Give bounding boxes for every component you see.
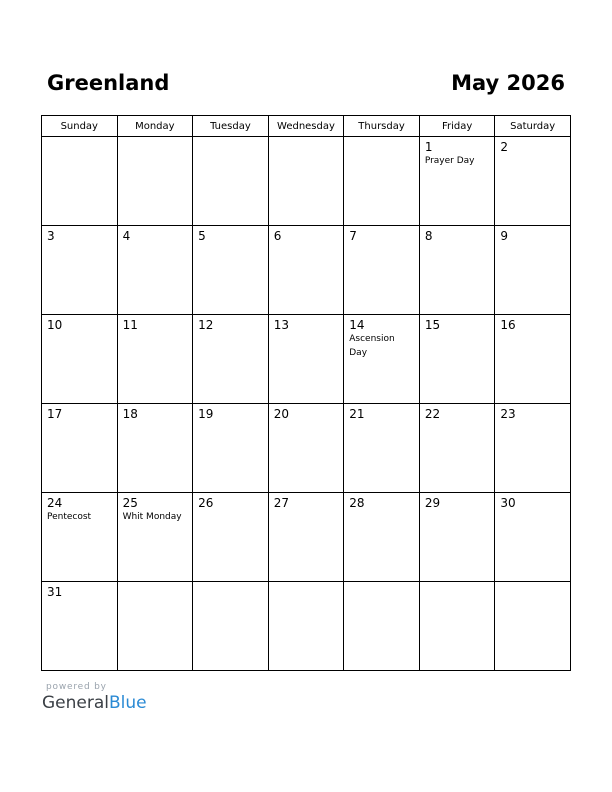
day-cell [419, 582, 495, 671]
day-cell [344, 226, 420, 315]
week-row [42, 582, 571, 671]
day-cell [268, 226, 344, 315]
weekday-header-row [42, 116, 571, 137]
day-number: 18 [122, 407, 138, 421]
day-number: 5 [198, 229, 206, 243]
day-cell [268, 493, 344, 582]
day-cell [268, 582, 344, 671]
day-number: 7 [349, 229, 357, 243]
holiday-label: Whit Monday [122, 512, 182, 522]
day-cell [117, 582, 193, 671]
day-number: 22 [424, 407, 441, 421]
day-number: 3 [47, 229, 55, 243]
day-cell [42, 493, 118, 582]
day-cell [193, 226, 269, 315]
week-row [42, 137, 571, 226]
calendar-country-title: Greenland [47, 71, 170, 95]
day-cell [268, 137, 344, 226]
day-cell [193, 315, 269, 404]
day-cell [495, 404, 571, 493]
powered-by-label: powered by [46, 682, 107, 692]
day-number: 11 [122, 318, 138, 332]
day-number: 16 [500, 318, 516, 332]
day-cell [117, 404, 193, 493]
day-cell [42, 404, 118, 493]
calendar-month-title: May 2026 [451, 71, 565, 95]
day-cell [495, 493, 571, 582]
day-cell [117, 137, 193, 226]
day-number: 31 [47, 585, 63, 599]
weekday-header: Monday [117, 116, 193, 137]
weekday-header: Thursday [344, 116, 420, 137]
week-row [42, 404, 571, 493]
day-cell [268, 315, 344, 404]
day-cell [344, 315, 420, 404]
day-cell [419, 315, 495, 404]
day-cell [42, 226, 118, 315]
day-cell [193, 493, 269, 582]
day-number: 25 [122, 496, 138, 510]
day-number: 4 [122, 229, 131, 243]
week-row [42, 226, 571, 315]
brand-name-part1: General [42, 693, 109, 713]
weekday-header: Friday [419, 116, 495, 137]
day-number: 8 [424, 229, 433, 243]
day-cell [193, 582, 269, 671]
day-cell [344, 582, 420, 671]
day-number: 10 [47, 318, 63, 332]
holiday-label: Prayer Day [424, 156, 475, 166]
day-cell [117, 315, 193, 404]
day-cell [42, 315, 118, 404]
day-number: 30 [500, 496, 516, 510]
day-number: 27 [273, 496, 289, 510]
day-number: 17 [47, 407, 63, 421]
day-cell [117, 226, 193, 315]
calendar-grid [41, 115, 571, 671]
brand-name-part2: Blue [109, 693, 147, 713]
day-number: 1 [424, 140, 433, 154]
day-number: 28 [349, 496, 365, 510]
day-cell [495, 226, 571, 315]
holiday-label: Ascension Day [349, 334, 395, 358]
day-number: 23 [500, 407, 516, 421]
day-cell [344, 404, 420, 493]
week-row [42, 493, 571, 582]
day-cell [193, 404, 269, 493]
day-cell [117, 493, 193, 582]
week-row [42, 315, 571, 404]
weekday-header: Wednesday [268, 116, 344, 137]
weekday-header: Tuesday [193, 116, 269, 137]
weekday-header: Saturday [495, 116, 571, 137]
day-cell [419, 404, 495, 493]
day-cell [419, 493, 495, 582]
day-cell [42, 137, 118, 226]
day-number: 12 [198, 318, 214, 332]
brand-logo[interactable] [42, 693, 147, 713]
day-number: 13 [273, 318, 289, 332]
day-number: 9 [500, 229, 509, 243]
day-cell [495, 315, 571, 404]
day-number: 2 [500, 140, 509, 154]
day-number: 26 [198, 496, 214, 510]
day-number: 29 [424, 496, 441, 510]
day-number: 24 [47, 496, 63, 510]
day-number: 6 [273, 229, 282, 243]
day-number: 20 [273, 407, 289, 421]
day-cell [495, 137, 571, 226]
day-cell [419, 226, 495, 315]
day-number: 19 [198, 407, 214, 421]
day-cell [344, 493, 420, 582]
day-cell [344, 137, 420, 226]
day-cell [495, 582, 571, 671]
weekday-header: Sunday [42, 116, 118, 137]
day-cell [42, 582, 118, 671]
day-number: 14 [349, 318, 365, 332]
holiday-label: Pentecost [47, 512, 92, 522]
day-number: 21 [349, 407, 365, 421]
day-number: 15 [424, 318, 441, 332]
day-cell [419, 137, 495, 226]
day-cell [268, 404, 344, 493]
day-cell [193, 137, 269, 226]
